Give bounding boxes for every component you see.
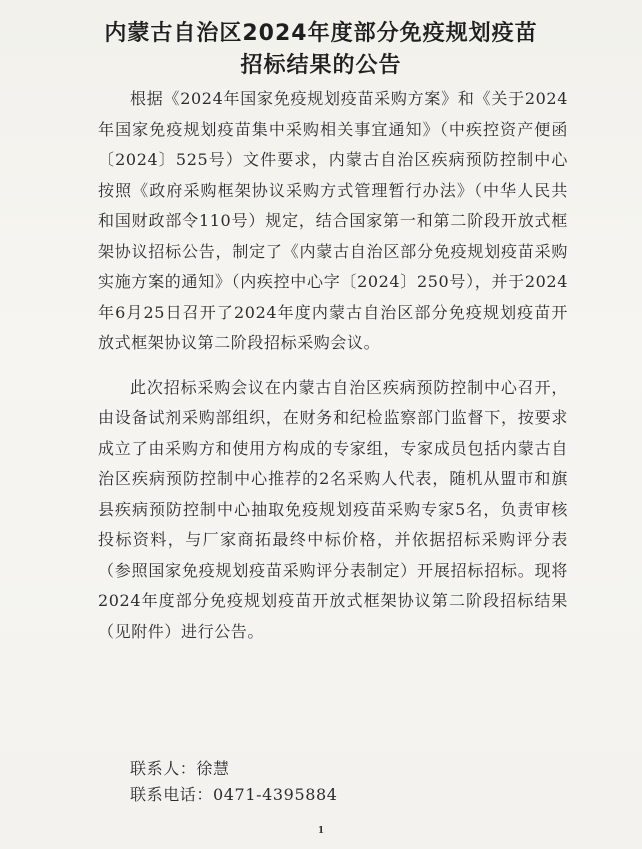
contact-person: 联系人：徐慧 bbox=[130, 759, 230, 778]
document-title-line-1: 内蒙古自治区2024年度部分免疫规划疫苗 bbox=[104, 21, 538, 46]
document-title-line-2: 招标结果的公告 bbox=[240, 53, 402, 78]
contact-block bbox=[130, 756, 338, 808]
paragraph-meeting-details: 此次招标采购会议在内蒙古自治区疾病预防控制中心召开，由设备试剂采购部组织，在财务和纪检监察部门监督下，按要求成立了由采购方和使用方构成的专家组，专家成员包括内蒙古自治区疾病预防控制中心推荐的2名采购人代表，随机从盟市和旗县疾病预防控制中心抽取免疫规划疫苗采购专家5名，负责审核投标资料，与厂家商拓最终中标价格，并依据招标采购评分表（参照国家免疫规划疫苗采购评分表制定）开展招标招标。现将2024年度部分免疫规划疫苗开放式框架协议第二阶段招标结果（见附件）进行公告。 bbox=[98, 377, 568, 641]
paragraph-procurement-basis: 根据《2024年国家免疫规划疫苗采购方案》和《关于2024年国家免疫规划疫苗集中采购相关事宜通知》（中疾控资产便函〔2024〕525号）文件要求，内蒙古自治区疾病预防控制中心按照《政府采购框架协议采购方式管理暂行办法》（中华人民共和国财政部令110号）规定，结合国家第一和第二阶段开放式框架协议招标公告，制定了《内蒙古自治区部分免疫规划疫苗采购实施方案的通知》（内疾控中心字〔2024〕250号），并于2024年6月25日召开了2024年度内蒙古自治区部分免疫规划疫苗开放式框架协议第二阶段招标采购会议。 bbox=[98, 89, 568, 352]
page-number: 1 bbox=[317, 826, 325, 836]
document-body bbox=[98, 84, 568, 647]
contact-phone: 联系电话：0471-4395884 bbox=[130, 785, 338, 804]
